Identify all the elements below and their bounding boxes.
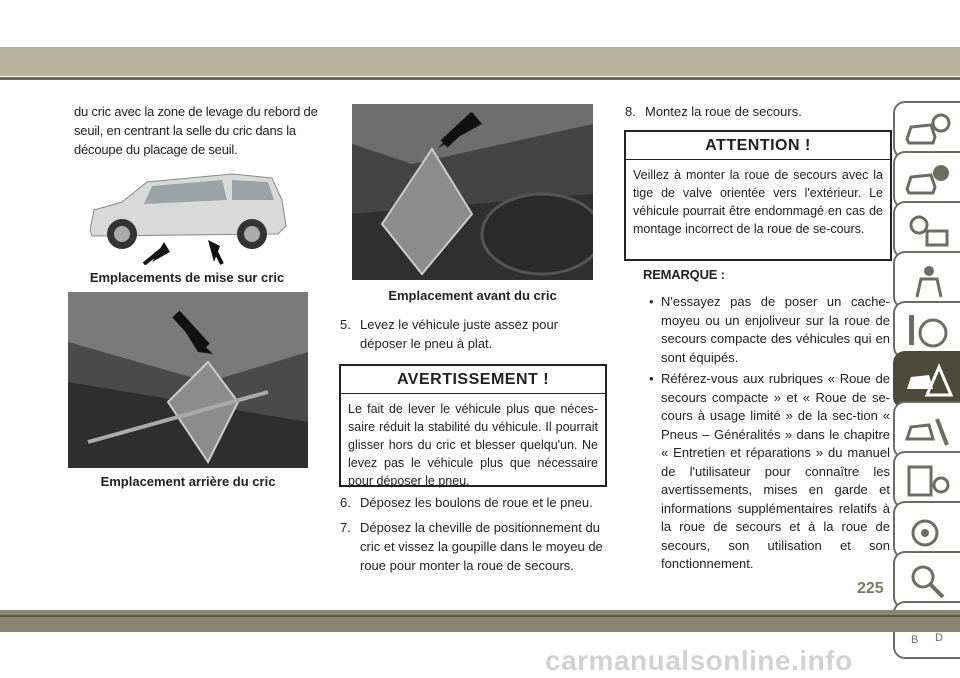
step-5 <box>340 315 605 353</box>
multimedia-icon <box>903 509 953 553</box>
step-text: Montez la roue de secours. <box>645 104 802 119</box>
step-number: 7. <box>340 520 351 535</box>
step-8 <box>625 102 890 121</box>
warning-title: AVERTISSEMENT ! <box>341 366 605 394</box>
caption-front-jack: Emplacement avant du cric <box>388 288 557 303</box>
note-bullet-1 <box>649 293 890 367</box>
page-number: 225 <box>857 580 884 597</box>
step-number: 6. <box>340 495 351 510</box>
watermark-text: carmanualsonline.info <box>545 645 853 676</box>
svg-text:D: D <box>935 632 943 644</box>
bullet-dot: • <box>649 294 654 309</box>
caution-title: ATTENTION ! <box>626 132 890 160</box>
caution-box <box>624 130 892 261</box>
caption-jacking-points: Emplacements de mise sur cric <box>89 270 285 285</box>
search-icon <box>903 559 953 603</box>
light-mail-icon <box>903 209 953 253</box>
warning-text: Le fait de lever le véhicule plus que néces-saire réduit la stabilité du véhicule. Il pourrait glisser hors du cric et blesser quelqu'un. Ne levez pas le véhicule plus que nécessaire pour déposer le pneu. <box>348 402 598 488</box>
header-rule <box>0 77 960 80</box>
front-jack-location-figure <box>352 104 593 280</box>
car-service-icon <box>903 409 953 453</box>
step-text: Déposez les boulons de roue et le pneu. <box>360 495 593 510</box>
step-text: Levez le véhicule juste assez pour déposer le pneu à plat. <box>360 317 559 351</box>
settings-list-icon <box>903 459 953 503</box>
car-jacking-points-figure <box>82 160 292 265</box>
bullet-dot: • <box>649 371 654 386</box>
footer-rule <box>0 615 960 617</box>
step-number: 5. <box>340 317 351 332</box>
bullet-text: Référez-vous aux rubriques « Roue de secours compacte » et « Roue de se-cours à usage limité » de la sec-tion « Pneus – Généralités » dans le chapitre « Entretien et réparations » du manuel de l'utilisateur pour connaître les avertissements, mises en garde et informations supplémentaires relatifs à la roue de secours et à la roue de secours, son utilisation et son fonctionnement. <box>661 371 890 571</box>
warning-box <box>339 364 607 487</box>
svg-text:B: B <box>911 634 919 646</box>
rear-jack-location-figure <box>68 292 308 468</box>
seatbelt-icon <box>903 259 953 303</box>
intro-paragraph: du cric avec la zone de levage du rebord de seuil, en centrant la selle du cric dans la découpe du placage de seuil. <box>74 104 318 157</box>
step-text: Déposez la cheville de positionnement du cric et vissez la goupille dans le moyeu de roue pour monter la roue de secours. <box>360 520 603 573</box>
footer-band <box>0 610 960 632</box>
step-number: 8. <box>625 104 636 119</box>
caption-rear-jack: Emplacement arrière du cric <box>100 474 276 489</box>
note-bullet-2 <box>649 370 890 574</box>
step-6 <box>340 493 605 512</box>
bullet-text: N'essayez pas de poser un cache-moyeu ou un enjoliveur sur la roue de secours compacte des véhicules qui en sont équipés. <box>661 294 890 365</box>
step-7 <box>340 518 605 575</box>
header-band <box>0 47 960 76</box>
roadside-emergency-icon <box>903 359 953 403</box>
car-info-icon <box>903 109 953 153</box>
note-label: REMARQUE : <box>643 267 725 282</box>
car-warning-icon <box>903 159 953 203</box>
caution-text: Veillez à monter la roue de secours avec la tige de valve orientée vers l'extérieur. Le véhicule pourrait être endommagé en cas de montage incorrect de la roue de se-cours. <box>633 168 883 236</box>
steering-wheel-icon <box>903 309 953 353</box>
